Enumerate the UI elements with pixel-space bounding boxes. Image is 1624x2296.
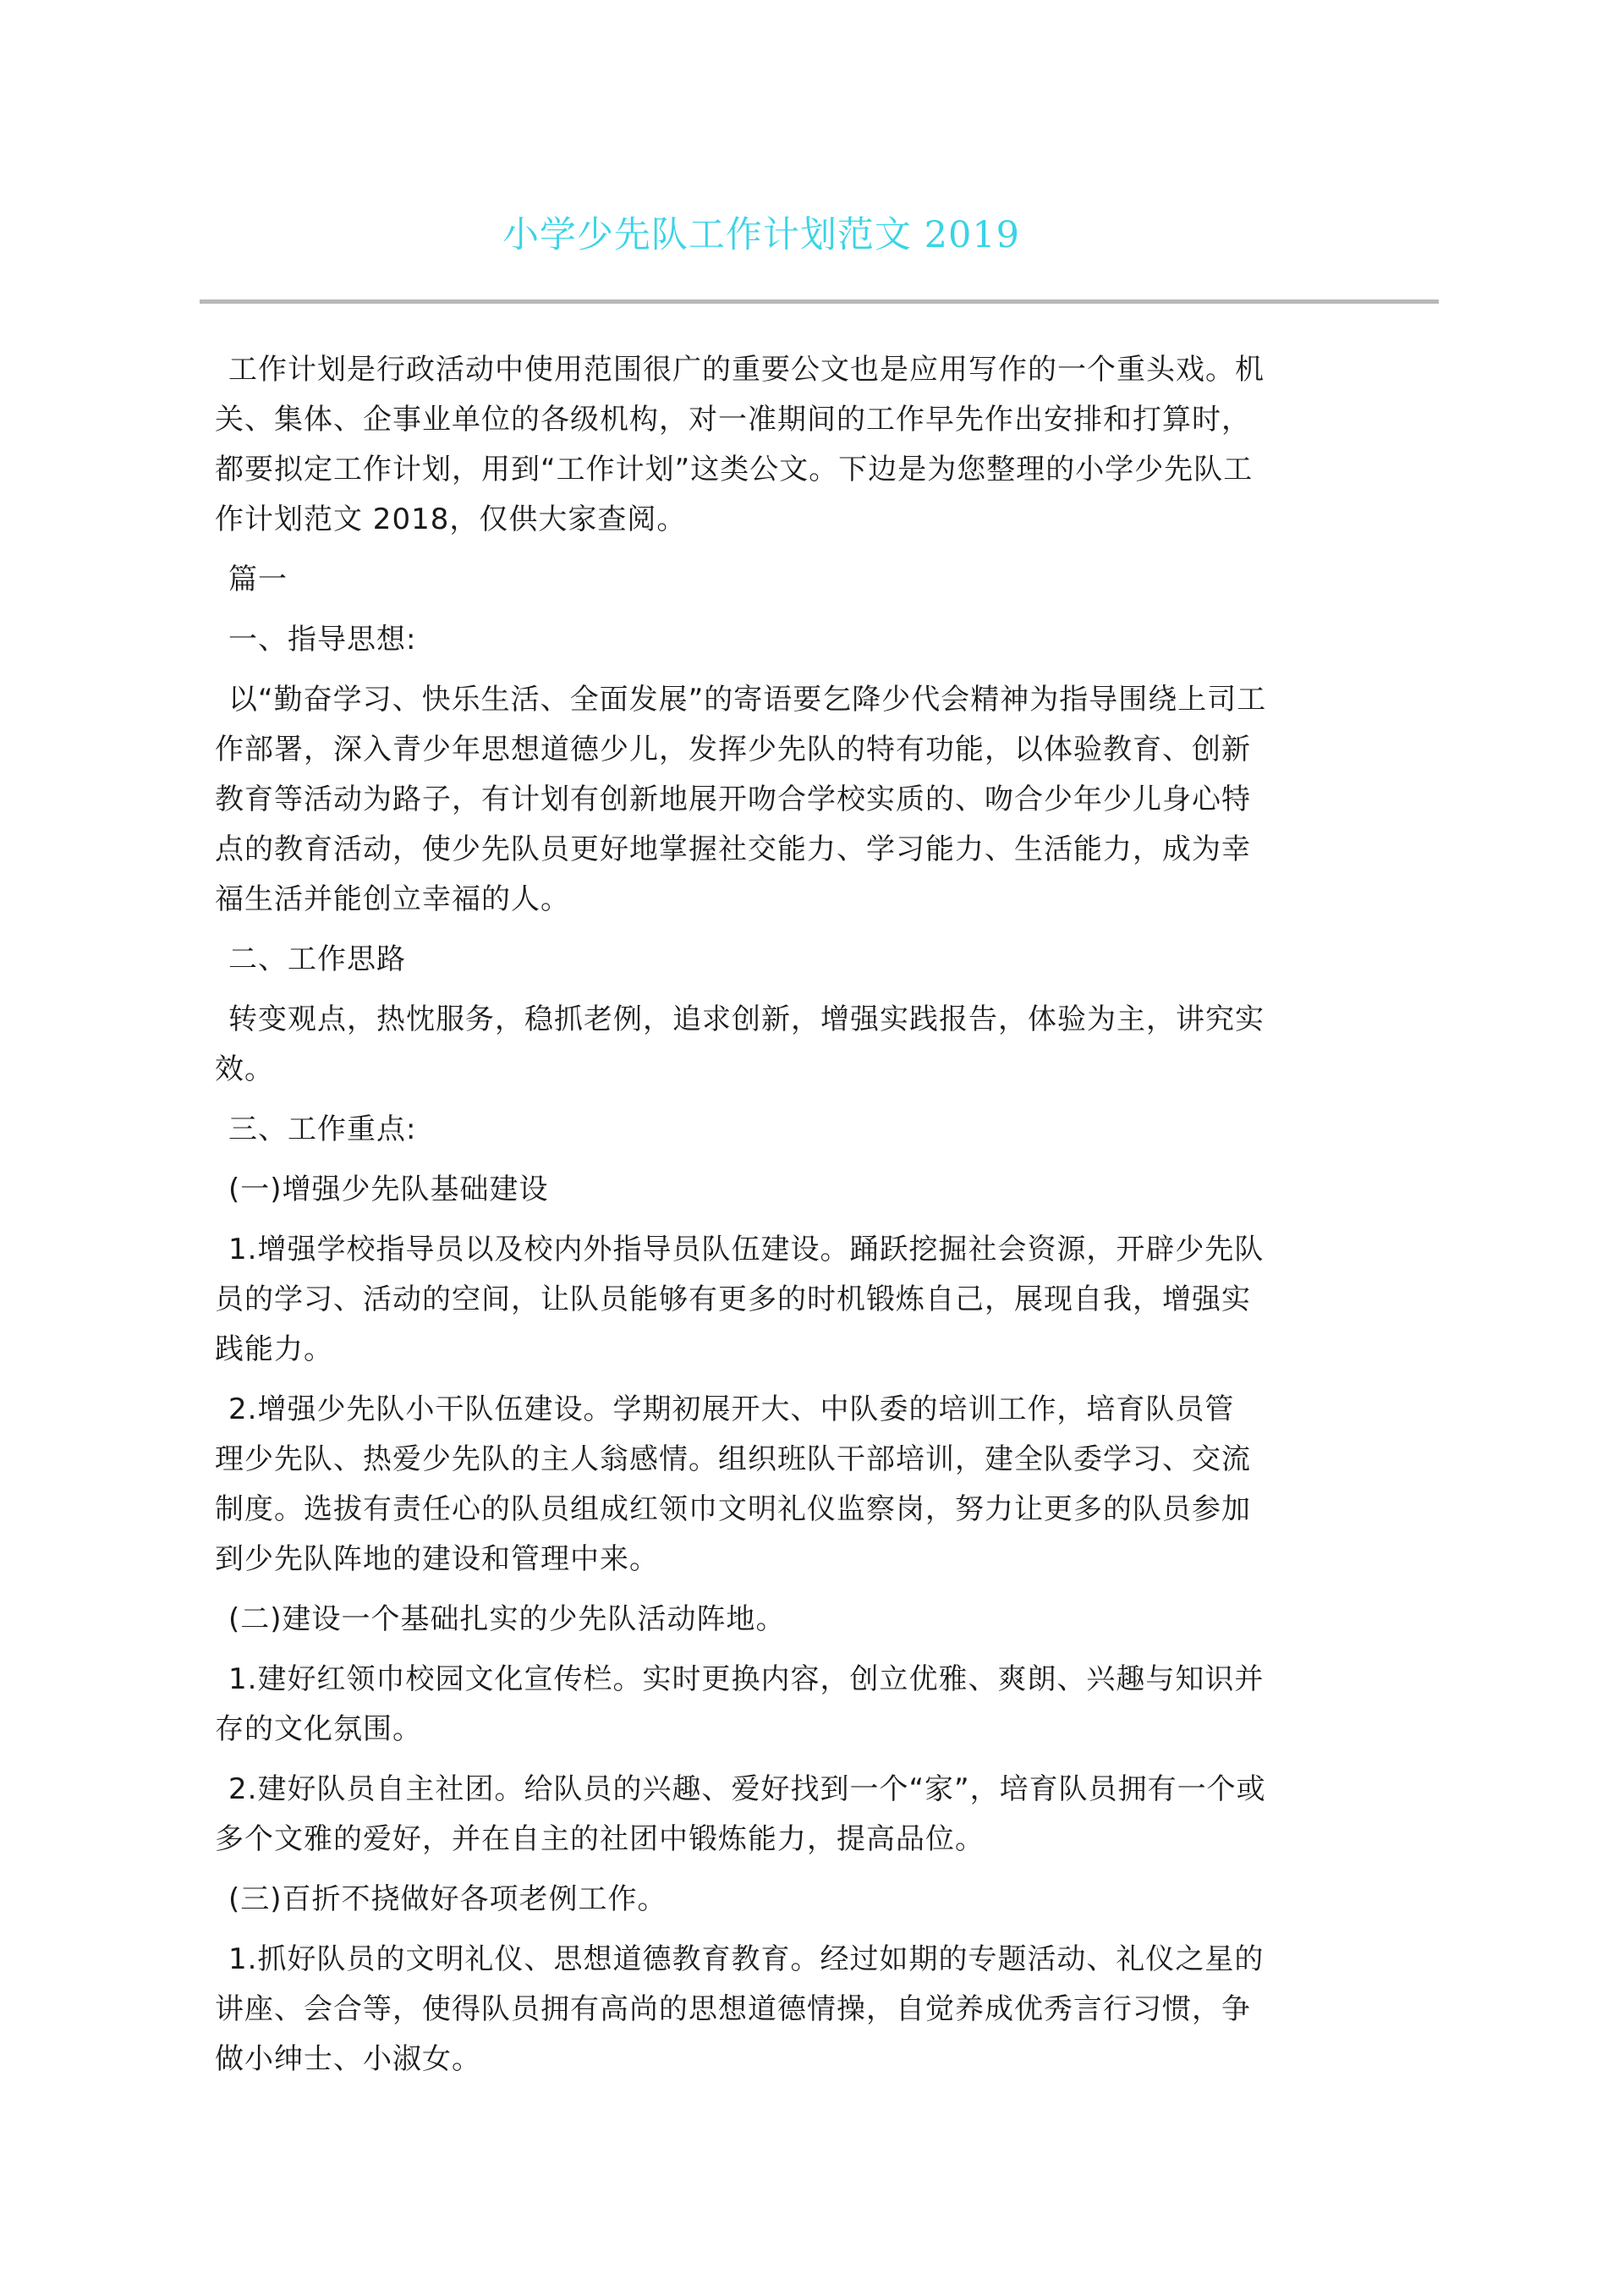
text-line: (二)建设一个基础扎实的少先队活动阵地。 — [228, 1602, 786, 1636]
item-paragraph — [215, 1385, 1314, 1585]
text-line: (一)增强少先队基础建设 — [228, 1173, 549, 1206]
subheading-activity-base — [215, 1595, 1314, 1645]
text-line: 作计划范文 2018，仅供大家查阅。 — [215, 503, 687, 536]
text-line: 作部署，深入青少年思想道德少儿，发挥少先队的特有功能，以体验教育、创新 — [215, 733, 1251, 766]
text-line: 二、工作思路 — [228, 942, 406, 976]
text-line: 以“勤奋学习、快乐生活、全面发展”的寄语要乞降少代会精神为指导围绕上司工 — [228, 683, 1267, 717]
item-paragraph — [215, 1765, 1314, 1865]
text-line: 2.增强少先队小干队伍建设。学期初展开大、中队委的培训工作，培育队员管 — [228, 1392, 1235, 1426]
text-line: 讲座、会合等，使得队员拥有高尚的思想道德情操，自觉养成优秀言行习惯，争 — [215, 1992, 1251, 2026]
text-line: 多个文雅的爱好，并在自主的社团中锻炼能力，提高品位。 — [215, 1822, 985, 1856]
section-heading-guiding-ideology — [215, 615, 1314, 665]
text-line: (三)百折不挠做好各项老例工作。 — [228, 1882, 667, 1916]
guiding-ideology-paragraph — [215, 675, 1314, 925]
text-line: 教育等活动为路子，有计划有创新地展开吻合学校实质的、吻合少年少儿身心特 — [215, 783, 1251, 816]
text-line: 理少先队、热爱少先队的主人翁感情。组织班队干部培训，建全队委学习、交流 — [215, 1442, 1251, 1476]
text-line: 工作计划是行政活动中使用范围很广的重要公文也是应用写作的一个重头戏。机 — [228, 353, 1265, 387]
title-divider — [200, 299, 1439, 304]
text-line: 都要拟定工作计划，用到“工作计划”这类公文。下边是为您整理的小学少先队工 — [215, 453, 1254, 486]
section-heading-work-focus — [215, 1105, 1314, 1155]
subheading-foundation — [215, 1165, 1314, 1215]
text-line: 福生活并能创立幸福的人。 — [215, 882, 570, 916]
text-line: 一、指导思想: — [228, 623, 417, 656]
text-line: 效。 — [215, 1052, 274, 1086]
text-line: 转变观点，热忱服务，稳抓老例，追求创新，增强实践报告，体验为主，讲究实 — [228, 1002, 1265, 1036]
text-line: 关、集体、企事业单位的各级机构，对一准期间的工作早先作出安排和打算时， — [215, 403, 1251, 437]
intro-paragraph — [215, 345, 1314, 545]
document-body — [215, 345, 1314, 2095]
text-line: 1.抓好队员的文明礼仪、思想道德教育教育。经过如期的专题活动、礼仪之星的 — [228, 1942, 1265, 1976]
work-approach-paragraph — [215, 995, 1314, 1095]
text-line: 制度。选拔有责任心的队员组成红领巾文明礼仪监察岗，努力让更多的队员参加 — [215, 1492, 1251, 1526]
subheading-routine-work — [215, 1875, 1314, 1925]
item-paragraph — [215, 1935, 1314, 2085]
text-line: 存的文化氛围。 — [215, 1712, 422, 1746]
section-heading-work-approach — [215, 935, 1314, 985]
section-heading-part-one — [215, 555, 1314, 605]
text-line: 2.建好队员自主社团。给队员的兴趣、爱好找到一个“家”，培育队员拥有一个或 — [228, 1772, 1266, 1806]
text-line: 践能力。 — [215, 1332, 333, 1366]
text-line: 1.增强学校指导员以及校内外指导员队伍建设。踊跃挖掘社会资源，开辟少先队 — [228, 1233, 1265, 1266]
item-paragraph — [215, 1655, 1314, 1755]
text-line: 员的学习、活动的空间，让队员能够有更多的时机锻炼自己，展现自我，增强实 — [215, 1283, 1251, 1316]
text-line: 做小绅士、小淑女。 — [215, 2042, 481, 2076]
document-title: 小学少先队工作计划范文 2019 — [502, 214, 1021, 256]
text-line: 到少先队阵地的建设和管理中来。 — [215, 1542, 659, 1576]
text-line: 三、工作重点: — [228, 1112, 417, 1146]
text-line: 点的教育活动，使少先队员更好地掌握社交能力、学习能力、生活能力，成为幸 — [215, 832, 1251, 866]
item-paragraph — [215, 1225, 1314, 1375]
text-line: 1.建好红领巾校园文化宣传栏。实时更换内容，创立优雅、爽朗、兴趣与知识并 — [228, 1662, 1265, 1696]
text-line: 篇一 — [228, 563, 288, 596]
